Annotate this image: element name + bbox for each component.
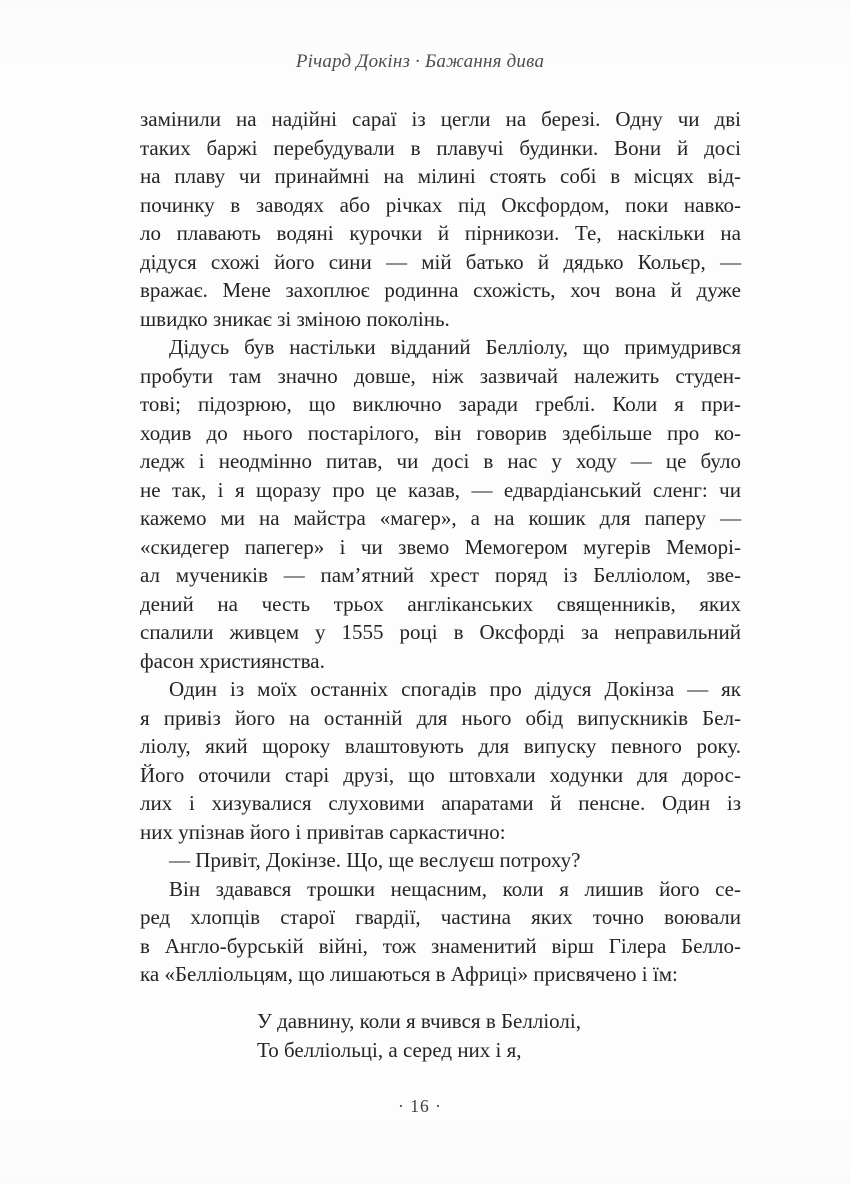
text-line: дідуся схожі його сини — мій батько й дядько Кольєр, — [140,249,741,274]
text-line: вражає. Мене захоплює родинна схожість, хоч вона й дуже [140,278,741,302]
text-line: Його оточили старі друзі, що штовхали ходунки для дорос- [140,762,741,787]
text-line: спалили живцем у 1555 році в Оксфорді за неправильний [140,620,741,644]
text-line: них упізнав його і привітав саркастично: [140,819,506,844]
text-line: замінили на надійні сараї із цегли на березі. Одну чи дві [140,107,741,131]
text-line: ред хлопців старої гвардії, частина яких точно воювали [140,905,741,929]
paragraph [140,875,741,989]
text-line: Дідусь був настільки відданий Белліолу, що примудрився [169,335,741,359]
text-line: фасон християнства. [140,648,325,673]
text-line: ледж і неодмінно питав, чи досі в нас у ходу — це було [140,449,741,473]
text-line: лих і хизувалися слуховими апаратами й пенсне. Один із [140,791,741,815]
paragraph [140,675,741,846]
verse-line: То белліольці, а серед них і я, [257,1037,522,1062]
paragraph [140,846,741,875]
text-line: «скидегер папегер» і чи звемо Мемогером мугерів Меморі- [140,534,741,559]
text-line: Він здавався трошки нещасним, коли я лишив його се- [169,876,741,901]
verse-quote [257,1007,581,1064]
text-line: ло плавають водяні курочки й пірникози. Те, наскільки на [140,221,741,245]
text-line: швидко зникає зі зміною поколінь. [140,306,450,331]
text-line: пробути там значно довше, ніж зазвичай належить студен- [140,363,741,388]
text-line: кажемо ми на майстра «магер», а на кошик для паперу — [140,506,741,530]
text-line: я привіз його на останній для нього обід випускників Бел- [140,705,741,730]
text-line: тові; підозрюю, що виключно заради греблі. Коли я при- [140,392,741,416]
text-line: ходив до нього постарілого, він говорив здебільше про ко- [140,420,741,445]
running-header: Річард Докінз · Бажання дива [295,51,545,72]
paragraph [140,333,741,675]
text-line: не так, і я щоразу про це казав, — едвардіанський сленг: чи [140,477,741,502]
text-line: ка «Белліольцям, що лишаються в Африці» присвячено і їм: [140,962,678,986]
text-line: Один із моїх останніх спогадів про дідуся Докінза — як [169,677,741,701]
text-line: таких баржі перебудували в плавучі будинки. Вони й досі [140,135,741,160]
text-line: починку в заводях або річках під Оксфордом, поки навко- [140,192,741,217]
text-line: ліолу, який щороку влаштовують для випуску певного року. [140,734,741,758]
text-line: в Англо-бурській війні, тож знаменитий вірш Гілера Белло- [140,933,741,958]
text-line: на плаву чи принаймні на мілині стоять собі в місцях від- [140,164,741,188]
text-line: — Привіт, Докінзе. Що, ще веслуєш потроху? [169,848,581,872]
paragraph [140,105,741,333]
text-line: дений на честь трьох англіканських священників, яких [140,591,741,616]
text-line: ал мучеників — пам’ятний хрест поряд із Белліолом, зве- [140,563,741,587]
verse-line: У давнину, коли я вчився в Белліолі, [257,1009,581,1033]
page-number: · 16 · [398,1096,442,1116]
page-body [140,105,741,989]
